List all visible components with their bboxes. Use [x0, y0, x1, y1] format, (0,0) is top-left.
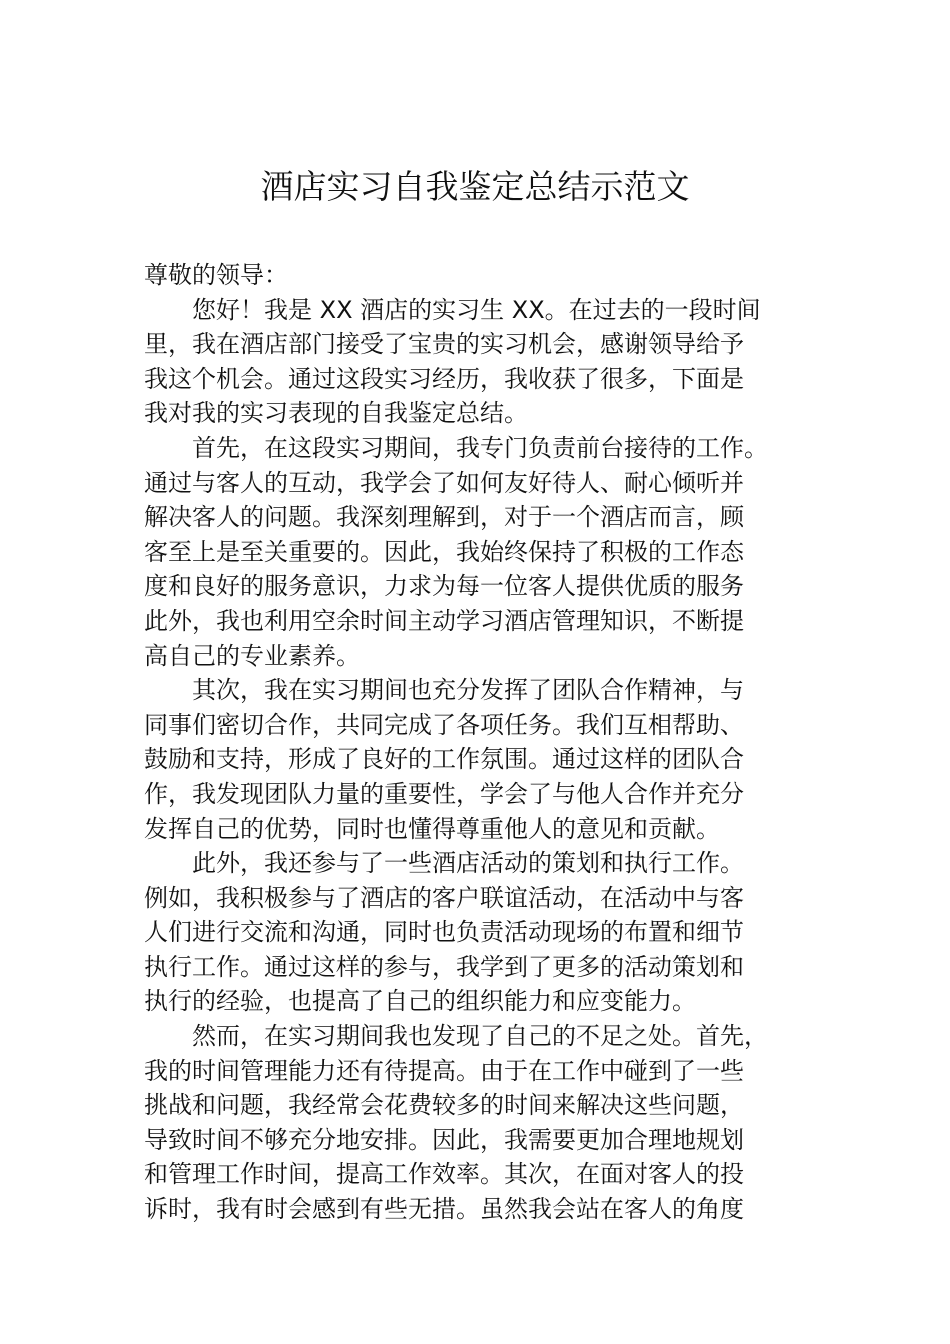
document-title: 酒店实习自我鉴定总结示范文	[260, 167, 690, 206]
body-line: 高自己的专业素养。	[144, 641, 360, 670]
body-line: 执行工作。通过这样的参与，我学到了更多的活动策划和	[144, 952, 744, 981]
body-line: 发挥自己的优势，同时也懂得尊重他人的意见和贡献。	[144, 814, 720, 843]
body-line: 诉时，我有时会感到有些无措。虽然我会站在客人的角度	[144, 1195, 744, 1224]
body-line: 其次，我在实习期间也充分发挥了团队合作精神，与	[144, 676, 744, 705]
body-line: 客至上是至关重要的。因此，我始终保持了积极的工作态	[144, 537, 744, 566]
body-line: 解决客人的问题。我深刻理解到，对于一个酒店而言，顾	[144, 503, 744, 532]
body-line: 和管理工作时间，提高工作效率。其次，在面对客人的投	[144, 1160, 744, 1189]
body-line: 此外，我也利用空余时间主动学习酒店管理知识，不断提	[144, 606, 744, 635]
body-line: 您好！我是 XX 酒店的实习生 XX。在过去的一段时间	[144, 295, 761, 324]
body-line: 导致时间不够充分地安排。因此，我需要更加合理地规划	[144, 1125, 744, 1154]
body-line: 尊敬的领导：	[144, 261, 288, 289]
body-line: 我对我的实习表现的自我鉴定总结。	[144, 399, 528, 428]
body-line: 我的时间管理能力还有待提高。由于在工作中碰到了一些	[144, 1056, 744, 1085]
body-line: 首先，在这段实习期间，我专门负责前台接待的工作。	[144, 433, 768, 462]
body-line: 此外，我还参与了一些酒店活动的策划和执行工作。	[144, 849, 744, 878]
body-line: 人们进行交流和沟通，同时也负责活动现场的布置和细节	[144, 918, 744, 947]
body-line: 同事们密切合作，共同完成了各项任务。我们互相帮助、	[144, 710, 744, 739]
body-line: 里，我在酒店部门接受了宝贵的实习机会，感谢领导给予	[144, 330, 744, 359]
document-body	[144, 258, 824, 1227]
body-line: 鼓励和支持，形成了良好的工作氛围。通过这样的团队合	[144, 745, 744, 774]
body-line: 通过与客人的互动，我学会了如何友好待人、耐心倾听并	[144, 468, 744, 497]
body-line: 然而，在实习期间我也发现了自己的不足之处。首先，	[144, 1022, 768, 1051]
body-line: 执行的经验，也提高了自己的组织能力和应变能力。	[144, 987, 696, 1016]
body-line: 例如，我积极参与了酒店的客户联谊活动，在活动中与客	[144, 883, 744, 912]
body-line: 挑战和问题，我经常会花费较多的时间来解决这些问题，	[144, 1091, 744, 1120]
body-line: 度和良好的服务意识，力求为每一位客人提供优质的服务	[144, 572, 744, 601]
body-line: 我这个机会。通过这段实习经历，我收获了很多，下面是	[144, 364, 744, 393]
body-line: 作，我发现团队力量的重要性，学会了与他人合作并充分	[144, 779, 744, 808]
